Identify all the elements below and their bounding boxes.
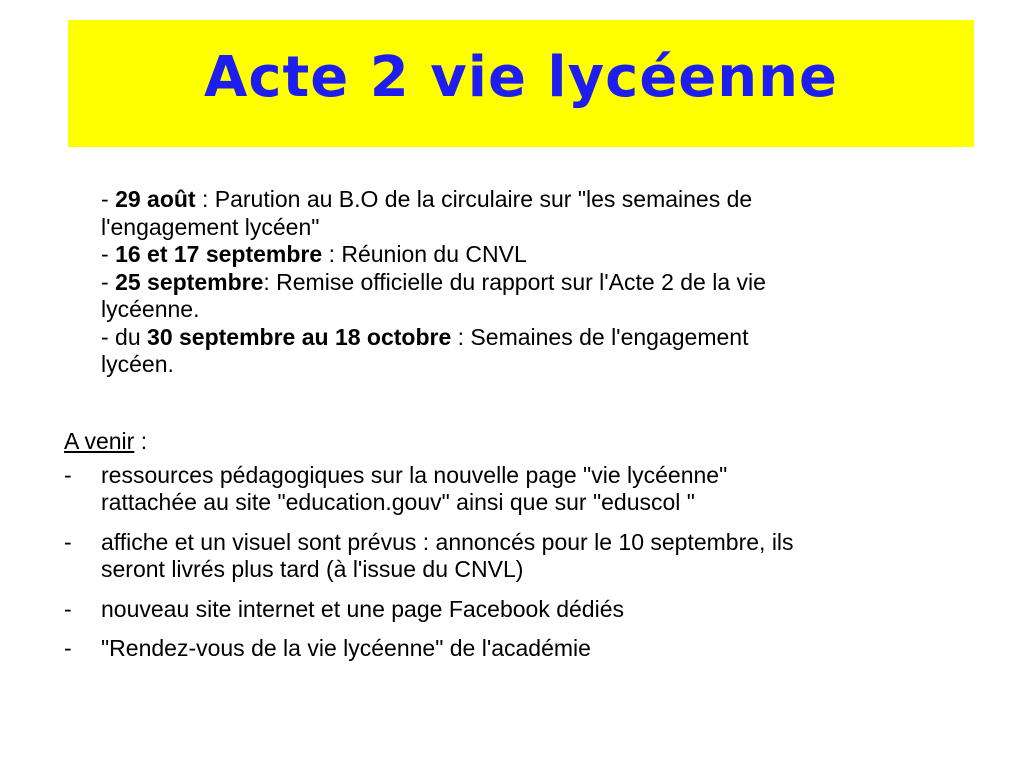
- bullet-dash: -: [64, 595, 72, 622]
- slide-title: Acte 2 vie lycéenne: [204, 45, 838, 110]
- date-line: [101, 324, 951, 352]
- bullet-text-line: rattachée au site "education.gouv" ainsi que sur "eduscol ": [101, 489, 695, 515]
- bullet-item: [64, 462, 984, 517]
- date-description: : Parution au B.O de la circulaire sur "les semaines de: [195, 186, 753, 212]
- bullet-item: [64, 529, 984, 584]
- bullet-text-line: seront livrés plus tard (à l'issue du CNVL): [101, 556, 524, 582]
- date-prefix: - du: [101, 323, 148, 350]
- date-label: 25 septembre: [115, 268, 264, 295]
- date-description-continued: lycéen.: [101, 351, 174, 377]
- date-line: [101, 241, 951, 269]
- date-label: 16 et 17 septembre: [115, 241, 323, 267]
- date-description: : Réunion du CNVL: [322, 241, 527, 267]
- date-description: : Semaines de l'engagement: [451, 323, 749, 350]
- bullet-text-line: "Rendez-vous de la vie lycéenne" de l'académie: [101, 635, 591, 661]
- date-description: : Remise officielle du rapport sur l'Acte 2 de la vie: [263, 268, 766, 295]
- date-prefix: -: [101, 186, 116, 212]
- bullet-text-line: nouveau site internet et une page Facebook dédiés: [101, 595, 624, 622]
- bullet-text-line: ressources pédagogiques sur la nouvelle page "vie lycéenne": [101, 461, 728, 488]
- date-line: [101, 269, 951, 297]
- bullet-dash: -: [64, 528, 72, 555]
- bullet-dash: -: [64, 635, 72, 661]
- date-item: [101, 186, 951, 241]
- date-label: 29 août: [115, 186, 196, 212]
- date-prefix: -: [101, 268, 116, 295]
- date-item: [101, 269, 951, 324]
- timeline-dates: [101, 186, 951, 379]
- upcoming-section: [64, 428, 984, 675]
- date-line: [101, 186, 951, 214]
- date-item: [101, 324, 951, 379]
- title-banner: [68, 20, 974, 147]
- date-description-continued: lycéenne.: [101, 296, 200, 322]
- bullet-item: [64, 596, 984, 624]
- bullet-item: [64, 635, 984, 663]
- date-item: [101, 241, 951, 269]
- bullet-dash: -: [64, 461, 72, 488]
- bullet-text-line: affiche et un visuel sont prévus : annoncés pour le 10 septembre, ils: [101, 528, 794, 555]
- upcoming-heading: [64, 428, 984, 456]
- date-label: 30 septembre au 18 octobre: [147, 323, 452, 350]
- date-description-continued: l'engagement lycéen": [101, 213, 320, 240]
- upcoming-heading-text: A venir: [64, 428, 135, 454]
- date-prefix: -: [101, 241, 116, 267]
- upcoming-heading-colon: :: [134, 428, 148, 454]
